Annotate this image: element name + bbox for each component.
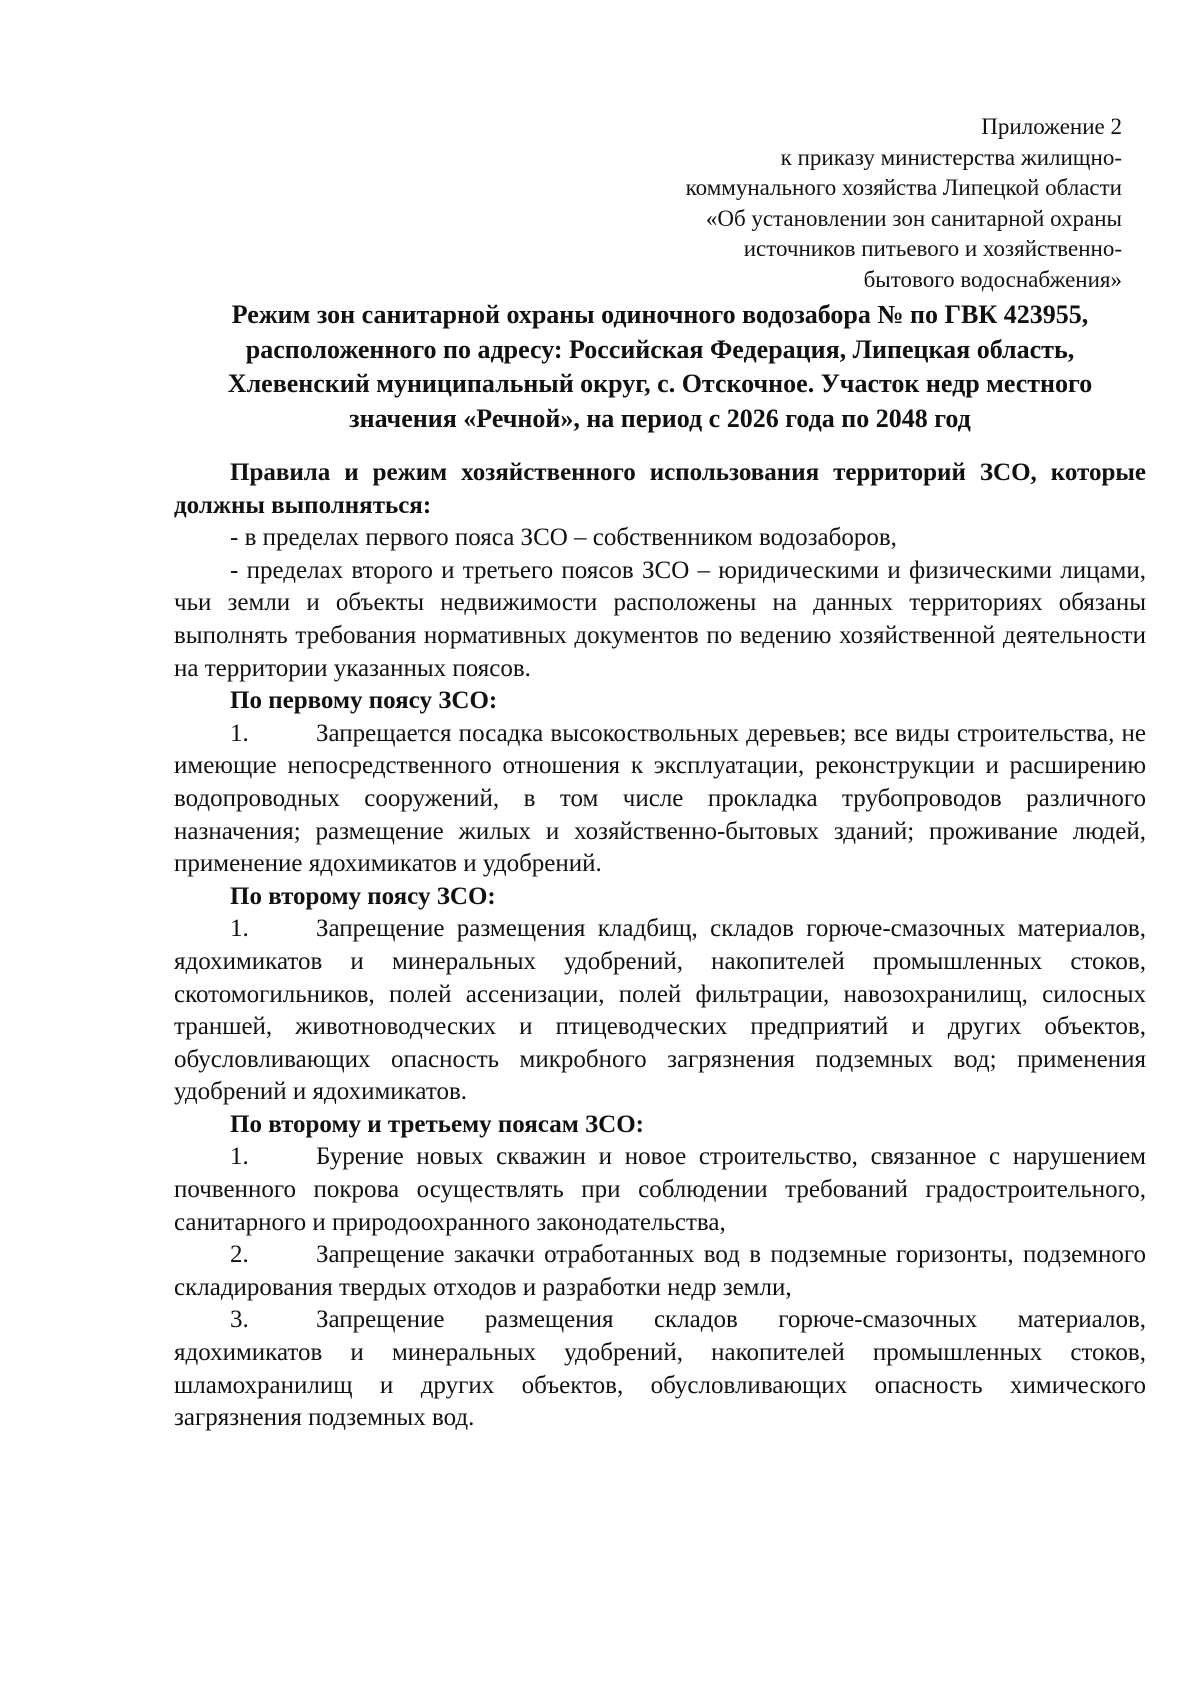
appendix-header: [602, 112, 1122, 295]
item-number: 2.: [230, 1241, 249, 1269]
item-text: Запрещение закачки отработанных вод в подземные горизонты, подземного складирования твердых отходов и разработки недр земли,: [174, 1241, 1146, 1301]
rules-heading: Правила и режим хозяйственного использования территорий ЗСО, которые должны выполняться:: [174, 459, 1146, 519]
item-text: Запрещение размещения кладбищ, складов горюче-смазочных материалов, ядохимикатов и минеральных удобрений, накопителей промышленных стоков, скотомогильников, полей ассенизации, полей фильтрации, навозохранилищ, силосных траншей, животноводческих и птицеводческих предприятий и других объектов, обусловливающих опасность микробного загрязнения подземных вод; применения удобрений и ядохимикатов.: [174, 915, 1146, 1106]
title-line: значения «Речной», на период с 2026 года по 2048 год: [349, 403, 971, 433]
title-line: Режим зон санитарной охраны одиночного водозабора № по ГВК 423955,: [231, 300, 1089, 329]
belt23-item: [174, 1141, 1146, 1239]
rules-paragraph-first-belt: - в пределах первого пояса ЗСО – собственником водозаборов,: [230, 524, 897, 552]
appendix-line: коммунального хозяйства Липецкой области: [685, 175, 1122, 200]
item-number: 3.: [230, 1306, 249, 1334]
appendix-line: бытового водоснабжения»: [863, 266, 1122, 292]
item-text: Запрещение размещения складов горюче-смазочных материалов, ядохимикатов и минеральных удобрений, накопителей промышленных стоков, шламохранилищ и других объектов, обусловливающих опасность химического загрязнения подземных вод.: [174, 1306, 1146, 1432]
item-text: Запрещается посадка высокоствольных деревьев; все виды строительства, не имеющие непосредственного отношения к эксплуатации, реконструкции и расширению водопроводных сооружений, в том числе прокладка трубопроводов различного назначения; размещение жилых и хозяйственно-бытовых зданий; проживание людей, применение ядохимикатов и удобрений.: [174, 719, 1146, 878]
belt2-heading: По второму поясу ЗСО:: [230, 882, 496, 910]
appendix-line: источников питьевого и хозяйственно-: [743, 236, 1122, 261]
item-number: 1.: [230, 915, 249, 943]
appendix-line: к приказу министерства жилищно-: [780, 144, 1122, 170]
belt1-heading: По первому поясу ЗСО:: [230, 687, 498, 715]
belt23-item: [174, 1304, 1146, 1434]
title-line: расположенного по адресу: Российская Федерация, Липецкая область,: [245, 334, 1075, 364]
belt1-item: [174, 718, 1146, 881]
belt23-heading: По второму и третьему поясам ЗСО:: [230, 1110, 645, 1138]
appendix-line: «Об установлении зон санитарной охраны: [705, 205, 1122, 231]
belt2-item: [174, 913, 1146, 1109]
item-text: Бурение новых скважин и новое строительство, связанное с нарушением почвенного покрова осуществлять при соблюдении требований градостроительного, санитарного и природоохранного законодательства,: [174, 1143, 1146, 1236]
document-title: [160, 298, 1160, 436]
item-number: 1.: [230, 719, 249, 747]
belt23-item: [174, 1239, 1146, 1304]
document-body: [174, 457, 1146, 1435]
appendix-line: Приложение 2: [981, 114, 1122, 139]
item-number: 1.: [230, 1143, 249, 1171]
title-line: Хлевенский муниципальный округ, с. Отскочное. Участок недр местного: [227, 369, 1093, 398]
rules-paragraph-second-third-belt: - пределах второго и третьего поясов ЗСО – юридическими и физическими лицами, чьи земли и объекты недвижимости расположены на данных территориях обязаны выполнять требования нормативных документов по ведению хозяйственной деятельности на территории указанных поясов.: [174, 556, 1146, 682]
